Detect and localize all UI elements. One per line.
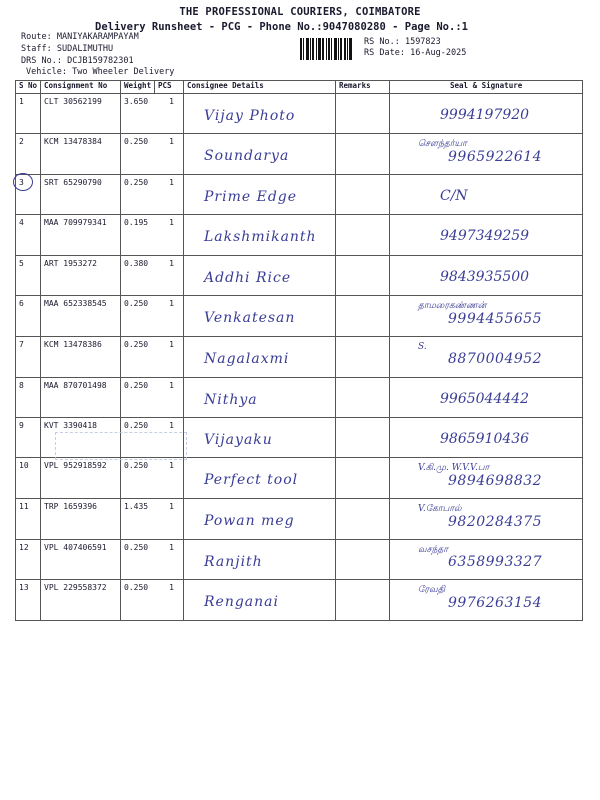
- row-pcs: 1: [169, 542, 174, 552]
- table-header-row: [16, 81, 583, 94]
- col-consignment: Consignment No: [41, 81, 121, 94]
- row-consignee: Vijayaku: [204, 432, 273, 449]
- row-pcs: 1: [169, 380, 174, 390]
- row-sno: 3: [19, 178, 24, 188]
- row-consignee: Soundarya: [204, 148, 290, 165]
- drs-label: DRS No.:: [21, 56, 62, 66]
- row-consignment: VPL 952918592: [44, 461, 107, 471]
- row-signature-phone: 6358993327: [448, 554, 543, 571]
- row-sno: 4: [19, 218, 24, 228]
- row-signature-phone: 9865910436: [440, 431, 530, 448]
- col-pcs: PCS: [155, 81, 184, 94]
- row-pcs: 1: [169, 178, 174, 188]
- rs-no-line: [364, 37, 441, 47]
- row-pcs: 1: [169, 502, 174, 512]
- row-consignee: Lakshmikanth: [204, 229, 317, 246]
- row-signature: [390, 175, 582, 204]
- row-pcs: 1: [169, 137, 174, 147]
- row-signature: [390, 337, 582, 367]
- table-row: [16, 134, 583, 175]
- table-row: [16, 296, 583, 337]
- row-sno: 2: [19, 137, 24, 147]
- row-weight: 3.650: [124, 97, 149, 106]
- row-weight: 0.250: [124, 380, 149, 390]
- row-weight: 0.250: [124, 137, 149, 147]
- row-weight: 0.250: [124, 299, 149, 309]
- barcode: [300, 38, 356, 60]
- row-consignment: MAA 870701498: [44, 380, 107, 390]
- table-row: [16, 215, 583, 255]
- row-3-circle-mark: [13, 173, 33, 191]
- route-line: [21, 32, 139, 42]
- row-signature-name: ரேவதி: [418, 585, 446, 596]
- row-signature-phone: 9994455655: [448, 310, 543, 327]
- row-consignment: CLT 30562199: [44, 97, 102, 106]
- row-weight: 1.435: [124, 502, 149, 512]
- row-signature-phone: 9965044442: [440, 390, 530, 407]
- row-consignee: Renganai: [204, 594, 279, 611]
- row-sno: 6: [19, 299, 24, 309]
- row-remarks: [336, 94, 390, 134]
- row-weight: 0.250: [124, 461, 149, 471]
- route-value: MANIYAKARAMPAYAM: [56, 32, 139, 42]
- vehicle-value: Two Wheeler Delivery: [72, 67, 175, 77]
- rs-date-label: RS Date:: [364, 48, 405, 58]
- row-sno: 12: [19, 542, 29, 552]
- row-signature: [390, 134, 582, 164]
- runsheet-title: Delivery Runsheet - PCG - Phone No.:9047080280 - Page No.:1: [95, 21, 468, 33]
- row-signature-phone: 9965922614: [448, 148, 543, 165]
- rs-no-value: 1597823: [404, 37, 441, 47]
- row-pcs: 1: [169, 421, 174, 431]
- row-remarks: [336, 336, 390, 377]
- row-pcs: 1: [169, 218, 174, 228]
- rs-date-value: 16-Aug-2025: [410, 48, 467, 58]
- col-sno: S No: [16, 81, 41, 94]
- row-pcs: 1: [169, 258, 174, 268]
- runsheet-table: [15, 80, 583, 621]
- row-signature-name: சௌந்தர்யா: [418, 139, 467, 150]
- table-row: [16, 458, 583, 499]
- row-consignee: Prime Edge: [204, 189, 298, 206]
- row-signature-phone: 9894698832: [448, 472, 543, 489]
- row-signature: [390, 215, 582, 244]
- row-remarks: [336, 499, 390, 540]
- row-pcs: 1: [169, 299, 174, 309]
- table-row: [16, 539, 583, 580]
- row-pcs: 1: [169, 461, 174, 471]
- row-consignment: KCM 13478386: [44, 339, 102, 349]
- row-signature-name: S.: [418, 341, 427, 352]
- row-signature-name: தாமரைகண்ணன்: [418, 301, 487, 312]
- row-signature: [390, 94, 582, 123]
- col-remarks: Remarks: [336, 81, 390, 94]
- table-row: [16, 580, 583, 621]
- rs-date-line: [364, 48, 466, 58]
- row-signature-name: V.கோபால்: [418, 504, 462, 515]
- row-consignee: Nithya: [204, 391, 258, 408]
- row-signature: [390, 418, 582, 447]
- row-sno: 10: [19, 461, 29, 471]
- row-weight: 0.195: [124, 218, 149, 228]
- row-signature-phone: 9497349259: [440, 228, 530, 245]
- row-sno: 13: [19, 583, 29, 593]
- table-row: [16, 336, 583, 377]
- row-signature-name: வசந்தா: [418, 544, 448, 555]
- row-remarks: [336, 580, 390, 621]
- row-consignee: Ranjith: [204, 553, 263, 570]
- row-remarks: [336, 296, 390, 337]
- row-remarks: [336, 458, 390, 499]
- row-signature: [390, 296, 582, 326]
- row-signature: [390, 378, 582, 407]
- vehicle-label: Vehicle:: [26, 67, 67, 77]
- row-consignment: SRT 65290790: [44, 178, 102, 188]
- row-signature-phone: 9994197920: [440, 107, 530, 123]
- row-weight: 0.380: [124, 258, 149, 268]
- faded-stamp: [55, 432, 187, 460]
- row-remarks: [336, 255, 390, 295]
- row-consignment: KCM 13478384: [44, 137, 102, 147]
- row-consignee: Perfect tool: [204, 472, 299, 489]
- row-consignment: ART 1953272: [44, 258, 97, 268]
- col-weight: Weight: [121, 81, 155, 94]
- row-signature-phone: 8870004952: [448, 351, 543, 368]
- row-signature: [390, 256, 582, 285]
- row-remarks: [336, 418, 390, 458]
- row-pcs: 1: [169, 583, 174, 593]
- drs-line: [21, 56, 134, 66]
- row-sno: 7: [19, 339, 24, 349]
- row-sno: 11: [19, 502, 29, 512]
- row-consignee: Powan meg: [204, 513, 295, 530]
- col-consignee: Consignee Details: [184, 81, 336, 94]
- row-consignment: MAA 709979341: [44, 218, 107, 228]
- table-row: [16, 255, 583, 295]
- row-weight: 0.250: [124, 421, 149, 431]
- row-pcs: 1: [169, 97, 174, 106]
- table-row: [16, 175, 583, 215]
- row-consignee: Nagalaxmi: [204, 350, 290, 367]
- row-signature-phone: 9843935500: [440, 268, 530, 285]
- row-signature: [390, 540, 582, 570]
- row-remarks: [336, 134, 390, 175]
- row-weight: 0.250: [124, 339, 149, 349]
- row-signature-phone: 9820284375: [448, 513, 543, 530]
- row-remarks: [336, 377, 390, 417]
- row-consignment: TRP 1659396: [44, 502, 97, 512]
- drs-value: DCJB159782301: [67, 56, 134, 66]
- row-weight: 0.250: [124, 542, 149, 552]
- route-label: Route:: [21, 32, 52, 42]
- company-title: THE PROFESSIONAL COURIERS, COIMBATORE: [179, 6, 421, 18]
- row-sno: 8: [19, 380, 24, 390]
- table-row: [16, 94, 583, 134]
- staff-value: SUDALIMUTHU: [56, 44, 114, 54]
- row-consignee: Vijay Photo: [204, 108, 296, 124]
- row-consignee: Venkatesan: [204, 310, 296, 327]
- staff-label: Staff:: [21, 44, 52, 54]
- col-signature: Seal & Signature: [390, 81, 583, 94]
- row-consignment: KVT 3390418: [44, 421, 97, 431]
- staff-line: [21, 44, 113, 54]
- row-remarks: [336, 539, 390, 580]
- row-consignment: MAA 652338545: [44, 299, 107, 309]
- row-consignment: VPL 229558372: [44, 583, 107, 593]
- row-sno: 5: [19, 258, 24, 268]
- rs-no-label: RS No.:: [364, 37, 400, 47]
- row-signature: [390, 580, 582, 610]
- row-signature: [390, 499, 582, 529]
- row-weight: 0.250: [124, 583, 149, 593]
- row-remarks: [336, 175, 390, 215]
- row-sno: 1: [19, 97, 24, 106]
- vehicle-line: [26, 67, 174, 77]
- row-signature-name: V.கி.மு. W.V.V.பா: [418, 463, 490, 474]
- row-signature: [390, 458, 582, 488]
- row-pcs: 1: [169, 339, 174, 349]
- row-consignee: Addhi Rice: [204, 269, 292, 286]
- row-weight: 0.250: [124, 178, 149, 188]
- row-signature-phone: 9976263154: [448, 594, 543, 611]
- table-row: [16, 377, 583, 417]
- table-row: [16, 499, 583, 540]
- row-sno: 9: [19, 421, 24, 431]
- row-consignment: VPL 407406591: [44, 542, 107, 552]
- row-remarks: [336, 215, 390, 255]
- row-signature-phone: C/N: [440, 188, 468, 205]
